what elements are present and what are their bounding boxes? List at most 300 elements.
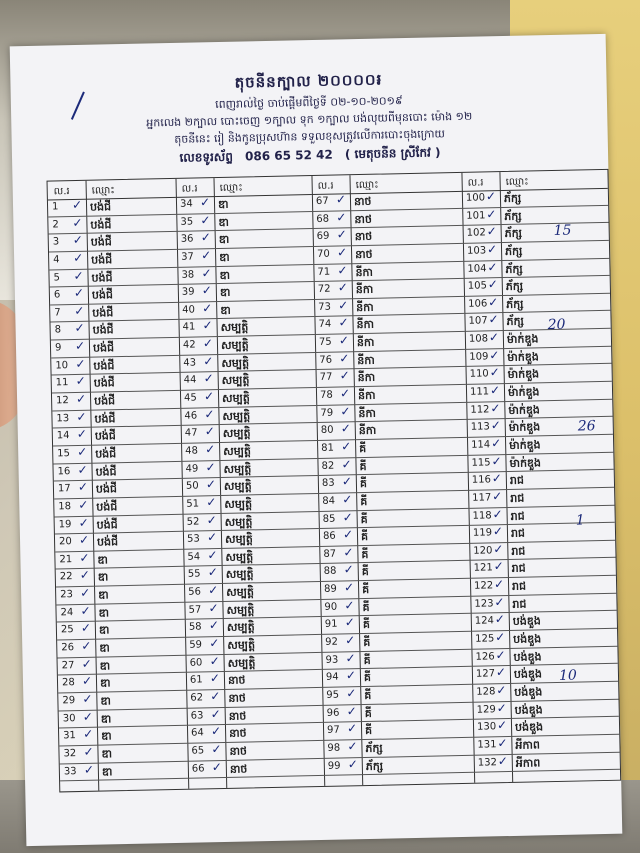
checkmark-icon: ✓ — [210, 724, 222, 739]
header-number: ល.រ — [467, 177, 484, 189]
row-number: 12 — [56, 395, 69, 407]
participant-name: គី — [364, 706, 372, 720]
row-number: 119 — [472, 527, 493, 539]
checkmark-icon: ✓ — [495, 647, 506, 662]
checkmark-icon: ✓ — [490, 436, 502, 451]
row-number: 5 — [53, 271, 61, 284]
row-number: 73 — [318, 301, 332, 313]
row-number: 50 — [185, 480, 199, 492]
checkmark-icon: ✓ — [487, 259, 498, 274]
row-number: 124 — [474, 615, 495, 628]
checkmark-icon: ✓ — [79, 550, 90, 565]
roster-rows — [462, 188, 620, 773]
participant-name: នីកា — [355, 265, 374, 279]
row-number: 87 — [323, 548, 337, 560]
participant-name: បង់ជី — [93, 358, 115, 373]
participant-name: សម្បត្តិ — [223, 461, 252, 476]
checkmark-icon: ✓ — [74, 321, 85, 336]
participant-name: ម៉ាក់ឌួង — [507, 350, 539, 364]
header-name: ឈ្មោះ — [219, 182, 243, 194]
row-number: 102 — [466, 227, 486, 240]
participant-name: ឌា — [101, 747, 113, 761]
row-number: 36 — [180, 233, 194, 246]
participant-name: ឌា — [97, 553, 109, 567]
checkmark-icon: ✓ — [77, 462, 88, 477]
participant-name: សម្បត្តិ — [227, 655, 256, 670]
participant-name: សម្បត្តិ — [220, 338, 249, 353]
row-number: 120 — [473, 545, 493, 557]
checkmark-icon: ✓ — [337, 280, 349, 295]
row-number: 54 — [187, 551, 201, 563]
participant-name: គី — [361, 565, 369, 579]
row-number: 29 — [62, 695, 76, 707]
participant-name: ភ័ក្ស — [505, 279, 524, 294]
table-row — [188, 758, 324, 778]
checkmark-icon: ✓ — [207, 583, 219, 598]
row-number: 11 — [55, 377, 69, 389]
checkmark-icon: ✓ — [83, 744, 94, 759]
row-number: 108 — [468, 333, 489, 345]
document-title: តុចនីនក្បាល ២០០០០៛ — [234, 70, 383, 92]
participant-name: នីកា — [358, 406, 377, 420]
checkmark-icon: ✓ — [493, 541, 504, 557]
row-number: 104 — [467, 262, 487, 275]
participant-name: ឌា — [217, 197, 229, 211]
checkmark-icon: ✓ — [209, 636, 220, 651]
checkmark-icon: ✓ — [336, 227, 347, 242]
checkmark-icon: ✓ — [203, 353, 214, 369]
participant-name: ភ័ក្ស — [506, 315, 524, 329]
checkmark-icon: ✓ — [203, 389, 215, 404]
checkmark-icon: ✓ — [336, 245, 348, 260]
checkmark-icon: ✓ — [342, 492, 353, 507]
participant-name: ឌា — [97, 570, 109, 585]
row-number: 16 — [57, 465, 71, 478]
checkmark-icon: ✓ — [199, 195, 211, 210]
participant-name: ឌា — [100, 694, 112, 708]
participant-name: ឌា — [219, 250, 230, 264]
row-number: 49 — [185, 463, 199, 475]
table-row — [60, 761, 188, 781]
participant-name: ឌា — [99, 676, 111, 690]
participant-name: ឌា — [98, 588, 109, 602]
checkmark-icon: ✓ — [206, 512, 217, 527]
paper-sheet — [10, 34, 623, 846]
participant-name: នីកា — [357, 388, 376, 403]
row-number: 27 — [61, 659, 75, 672]
checkmark-icon: ✓ — [490, 400, 501, 416]
roster-rows — [48, 197, 188, 782]
participant-name: បង់ជី — [91, 288, 114, 302]
participant-name: ម៉ាក់ឌួង — [508, 420, 541, 435]
participant-name: សម្បត្តិ — [224, 532, 253, 547]
checkmark-icon: ✓ — [336, 209, 347, 225]
participant-name: នីកា — [357, 353, 375, 367]
participant-name: បង់ជី — [89, 200, 112, 214]
row-number: 89 — [324, 583, 337, 595]
participant-name: បង់ជី — [94, 429, 116, 443]
participant-name: ឌា — [219, 268, 231, 282]
participant-name: ភ័ក្ស — [506, 297, 524, 311]
row-number: 74 — [318, 319, 332, 331]
table-row — [324, 755, 474, 776]
row-number: 52 — [186, 515, 200, 528]
row-number: 114 — [471, 439, 491, 451]
checkmark-icon: ✓ — [341, 456, 352, 472]
checkmark-icon: ✓ — [74, 303, 85, 318]
participant-name: បង់ជី — [90, 217, 112, 232]
row-number: 90 — [324, 601, 338, 613]
checkmark-icon: ✓ — [494, 594, 505, 610]
checkmark-icon: ✓ — [347, 739, 358, 754]
participant-name: នីកា — [355, 282, 374, 297]
row-number: 100 — [465, 192, 486, 204]
handwritten-note: 15 — [553, 222, 572, 239]
row-number: 132 — [477, 756, 497, 769]
row-number: 46 — [184, 410, 198, 422]
checkmark-icon: ✓ — [485, 189, 497, 204]
checkmark-icon: ✓ — [343, 580, 355, 595]
row-number: 35 — [180, 216, 194, 228]
participant-name: ម៉ាក់ឌួង — [508, 402, 540, 417]
participant-name: គី — [363, 653, 371, 667]
checkmark-icon: ✓ — [338, 315, 349, 330]
participant-name: បង់ឌួង — [513, 649, 542, 664]
checkmark-icon: ✓ — [495, 665, 507, 680]
row-number: 45 — [183, 392, 197, 404]
checkmark-icon: ✓ — [491, 453, 502, 468]
participant-name: បង់ជី — [94, 394, 116, 408]
row-number: 22 — [59, 571, 73, 583]
handwritten-note: 10 — [558, 667, 577, 684]
row-number: 1 — [51, 201, 59, 213]
row-number: 113 — [470, 421, 490, 434]
row-number: 38 — [181, 269, 195, 281]
header-line-3: តុចនីនេះ រៀ និងកូនប្រុសហ៊ាន ទទួលខុសត្រូវលើការបោះចុងក្រោយ — [174, 127, 446, 146]
row-number: 71 — [317, 266, 331, 278]
participant-name: ឌា — [218, 233, 230, 247]
participant-name: សម្បត្តិ — [225, 550, 254, 564]
participant-name: ម៉ាក់ឌួង — [506, 332, 539, 347]
participant-name: គី — [362, 618, 371, 632]
row-number: 14 — [56, 430, 70, 442]
handwritten-note: 20 — [547, 316, 566, 334]
checkmark-icon: ✓ — [201, 283, 213, 298]
row-number: 117 — [472, 492, 492, 504]
participant-name: បង់ជី — [91, 270, 113, 285]
row-number: 94 — [325, 671, 339, 684]
header-number: ល.រ — [181, 183, 198, 195]
participant-name: បង់ជី — [92, 306, 114, 320]
checkmark-icon: ✓ — [211, 741, 222, 757]
checkmark-icon: ✓ — [339, 351, 350, 366]
participant-name: រាជ — [511, 544, 526, 558]
row-number: 96 — [326, 707, 340, 719]
row-number: 78 — [319, 389, 333, 401]
checkmark-icon: ✓ — [486, 224, 497, 239]
row-number: 97 — [326, 724, 340, 737]
header-name: ឈ្មោះ — [91, 185, 115, 197]
participant-name: គី — [361, 547, 369, 561]
participant-name: បង់ឌួង — [514, 720, 544, 735]
checkmark-icon: ✓ — [82, 691, 93, 706]
checkmark-icon: ✓ — [206, 530, 218, 545]
roster-column-2 — [176, 176, 325, 789]
checkmark-icon: ✓ — [80, 603, 91, 618]
row-number: 64 — [191, 727, 204, 739]
checkmark-icon: ✓ — [75, 356, 86, 371]
row-number: 18 — [58, 501, 72, 513]
row-number: 72 — [317, 283, 331, 296]
row-number: 21 — [59, 553, 73, 566]
participant-name: គី — [363, 635, 371, 650]
participant-name: ភ័ក្ស — [365, 759, 384, 773]
checkmark-icon: ✓ — [340, 439, 352, 454]
checkmark-icon: ✓ — [203, 371, 214, 386]
checkmark-icon: ✓ — [496, 718, 508, 733]
checkmark-icon: ✓ — [491, 471, 503, 486]
row-number: 4 — [53, 254, 60, 266]
checkmark-icon: ✓ — [492, 489, 503, 504]
participant-name: បង់ជី — [95, 464, 117, 479]
participant-name: បង់ជី — [96, 535, 119, 549]
participant-name: រាជ — [510, 526, 526, 541]
checkmark-icon: ✓ — [200, 248, 212, 263]
table-row — [474, 752, 620, 773]
row-number: 118 — [472, 509, 492, 522]
participant-name: សម្បត្តិ — [225, 567, 254, 582]
header-line-1: ពេញរាល់ថ្ងៃ ចាប់ផ្តើមពីថ្ងៃទី ០២-១០-២០១៩ — [215, 94, 403, 112]
handwritten-note: 1 — [575, 512, 585, 529]
participant-name: សម្បត្តិ — [222, 426, 251, 441]
participant-name: ម៉ាក់ឌួង — [507, 385, 540, 400]
participant-name: សម្បត្តិ — [223, 479, 252, 494]
row-number: 65 — [191, 745, 205, 757]
header-name: ឈ្មោះ — [355, 179, 379, 192]
row-number: 31 — [63, 730, 76, 742]
checkmark-icon: ✓ — [210, 706, 221, 721]
row-number: 47 — [184, 427, 198, 440]
checkmark-icon: ✓ — [72, 250, 84, 265]
participant-name: ឌា — [220, 303, 231, 317]
checkmark-icon: ✓ — [202, 336, 214, 351]
checkmark-icon: ✓ — [72, 233, 83, 248]
checkmark-icon: ✓ — [202, 318, 213, 333]
row-number: 62 — [190, 692, 204, 704]
participant-name: នាថ — [228, 709, 247, 723]
checkmark-icon: ✓ — [205, 477, 217, 492]
participant-name: នាថ — [354, 247, 373, 262]
participant-name: បង់ជី — [96, 500, 118, 514]
checkmark-icon: ✓ — [204, 424, 216, 439]
header-name: ឈ្មោះ — [505, 176, 529, 188]
checkmark-icon: ✓ — [211, 759, 223, 774]
row-number: 105 — [467, 280, 488, 292]
participant-name: គី — [359, 477, 368, 491]
checkmark-icon: ✓ — [81, 656, 92, 671]
row-number: 70 — [316, 248, 330, 260]
participant-name: នីកា — [358, 424, 377, 438]
row-number: 40 — [182, 304, 196, 316]
participant-name: បង់ជី — [96, 517, 118, 532]
participant-name: សម្បត្តិ — [221, 356, 250, 370]
row-number: 92 — [325, 636, 339, 648]
participant-name: សម្បត្តិ — [226, 603, 255, 617]
row-number: 125 — [475, 633, 495, 645]
checkmark-icon: ✓ — [80, 621, 92, 636]
checkmark-icon: ✓ — [81, 638, 92, 653]
checkmark-icon: ✓ — [488, 294, 499, 310]
participant-name: ភ័ក្ស — [365, 741, 383, 755]
participant-name: នីកា — [356, 335, 375, 350]
participant-name: សម្បត្តិ — [221, 373, 250, 388]
checkmark-icon: ✓ — [79, 568, 90, 583]
row-number: 84 — [322, 495, 336, 507]
row-number: 8 — [54, 324, 62, 336]
participant-name: នាថ — [229, 762, 248, 776]
participant-name: សម្បត្តិ — [224, 514, 253, 529]
participant-name: សម្បត្តិ — [222, 409, 251, 423]
participant-name: ម៉ាក់ឌួង — [509, 438, 541, 452]
row-number: 103 — [466, 245, 487, 257]
participant-name: នីកា — [356, 318, 375, 332]
checkmark-icon: ✓ — [202, 300, 213, 316]
checkmark-icon: ✓ — [71, 197, 83, 213]
row-number: 122 — [473, 580, 494, 592]
checkmark-icon: ✓ — [73, 286, 85, 301]
row-number: 7 — [54, 307, 61, 319]
row-number: 101 — [466, 210, 486, 222]
row-number: 79 — [320, 407, 334, 419]
participant-name: សម្បត្តិ — [220, 320, 249, 335]
checkmark-icon: ✓ — [346, 686, 357, 701]
checkmark-icon: ✓ — [200, 212, 211, 228]
checkmark-icon: ✓ — [207, 565, 218, 580]
roster-rows — [312, 191, 474, 776]
participant-name: គី — [360, 530, 369, 544]
row-number: 115 — [471, 456, 491, 469]
checkmark-icon: ✓ — [78, 515, 89, 530]
row-number: 99 — [327, 760, 341, 772]
participant-name: គី — [363, 671, 372, 685]
row-number: 81 — [321, 442, 335, 454]
participant-name: គី — [362, 583, 370, 597]
checkmark-icon: ✓ — [74, 338, 86, 354]
checkmark-icon: ✓ — [209, 653, 220, 668]
row-number: 37 — [181, 251, 194, 263]
participant-name: បង់ឌួង — [514, 685, 543, 699]
row-number: 30 — [62, 712, 76, 724]
checkmark-icon: ✓ — [83, 762, 95, 777]
row-number: 67 — [315, 195, 329, 207]
checkmark-icon: ✓ — [338, 333, 350, 348]
row-number: 51 — [186, 498, 200, 510]
row-number: 56 — [188, 586, 202, 598]
row-number: 121 — [473, 562, 493, 575]
checkmark-icon: ✓ — [340, 421, 351, 436]
checkmark-icon: ✓ — [494, 612, 506, 627]
checkmark-icon: ✓ — [495, 630, 506, 645]
row-number: 23 — [60, 589, 74, 601]
checkmark-icon: ✓ — [488, 330, 500, 345]
participant-name: បង់ឌួង — [512, 614, 541, 629]
checkmark-icon: ✓ — [497, 753, 508, 768]
participant-name: ភ័ក្ស — [503, 191, 522, 206]
row-number: 107 — [468, 315, 488, 328]
row-number: 59 — [189, 639, 203, 651]
row-number: 88 — [323, 566, 337, 578]
checkmark-icon: ✓ — [496, 700, 507, 715]
participant-name: ភ័ក្ស — [504, 209, 522, 223]
roster-column-1 — [48, 179, 189, 792]
header-number: ល.រ — [53, 186, 70, 198]
header-number: ល.រ — [317, 180, 334, 192]
checkmark-icon: ✓ — [208, 618, 220, 633]
participant-name: សម្បត្តិ — [226, 620, 255, 635]
participant-name: គី — [360, 512, 368, 526]
participant-name: បង់ឌួង — [513, 667, 543, 682]
participant-name: បង់ឌួង — [514, 702, 543, 717]
participant-name: សម្បត្តិ — [224, 497, 253, 511]
checkmark-icon: ✓ — [489, 383, 501, 398]
participant-name: ឌា — [98, 623, 110, 637]
phone-number: 086 65 52 42 — [244, 147, 333, 164]
row-number: 127 — [475, 668, 496, 680]
header-line-2: អ្នកលេង ២ក្បាល បោះចេញ ១ក្បាល ទុក ១ក្បាល បង់លុយពីមុនបោះ ម៉ោង ១២ — [146, 109, 473, 130]
participant-name: ឌា — [100, 711, 112, 726]
participant-name: គី — [364, 724, 373, 738]
row-number: 85 — [322, 513, 336, 525]
participant-name: នាថ — [228, 691, 246, 705]
participant-name: នីកា — [356, 300, 374, 314]
row-number: 6 — [53, 289, 61, 301]
row-number: 26 — [61, 642, 75, 654]
checkmark-icon: ✓ — [496, 683, 507, 698]
checkmark-icon: ✓ — [337, 262, 348, 278]
checkmark-icon: ✓ — [82, 726, 94, 742]
participant-name: ឌា — [218, 215, 230, 229]
row-number: 57 — [188, 604, 202, 616]
checkmark-icon: ✓ — [489, 365, 500, 380]
checkmark-icon: ✓ — [497, 735, 508, 751]
checkmark-icon: ✓ — [345, 633, 356, 648]
participant-name: បង់ជី — [95, 482, 118, 496]
participant-name: ឌា — [101, 729, 112, 743]
checkmark-icon: ✓ — [344, 597, 355, 613]
checkmark-icon: ✓ — [205, 459, 216, 474]
participant-name: សម្បត្តិ — [226, 585, 255, 600]
row-number: 41 — [182, 321, 196, 334]
checkmark-icon: ✓ — [338, 298, 349, 313]
checkmark-icon: ✓ — [346, 703, 357, 718]
checkmark-icon: ✓ — [72, 215, 83, 230]
participant-name: គី — [360, 494, 368, 508]
phone-label: លេខទូរស័ព្ទ — [179, 149, 234, 165]
checkmark-icon: ✓ — [346, 721, 358, 736]
row-number: 76 — [319, 354, 333, 366]
participant-name: បង់ជី — [91, 253, 113, 267]
owner-name: ( មេតុចនីន ស្រីកែវ ) — [344, 145, 441, 162]
row-number: 55 — [187, 568, 201, 581]
row-number: 130 — [476, 721, 497, 733]
checkmark-icon: ✓ — [488, 312, 499, 327]
participant-name: គី — [359, 459, 367, 473]
row-number: 93 — [325, 654, 339, 666]
row-number: 123 — [474, 598, 494, 610]
row-number: 111 — [469, 386, 490, 398]
checkmark-icon: ✓ — [492, 506, 503, 521]
checkmark-icon: ✓ — [78, 532, 90, 548]
